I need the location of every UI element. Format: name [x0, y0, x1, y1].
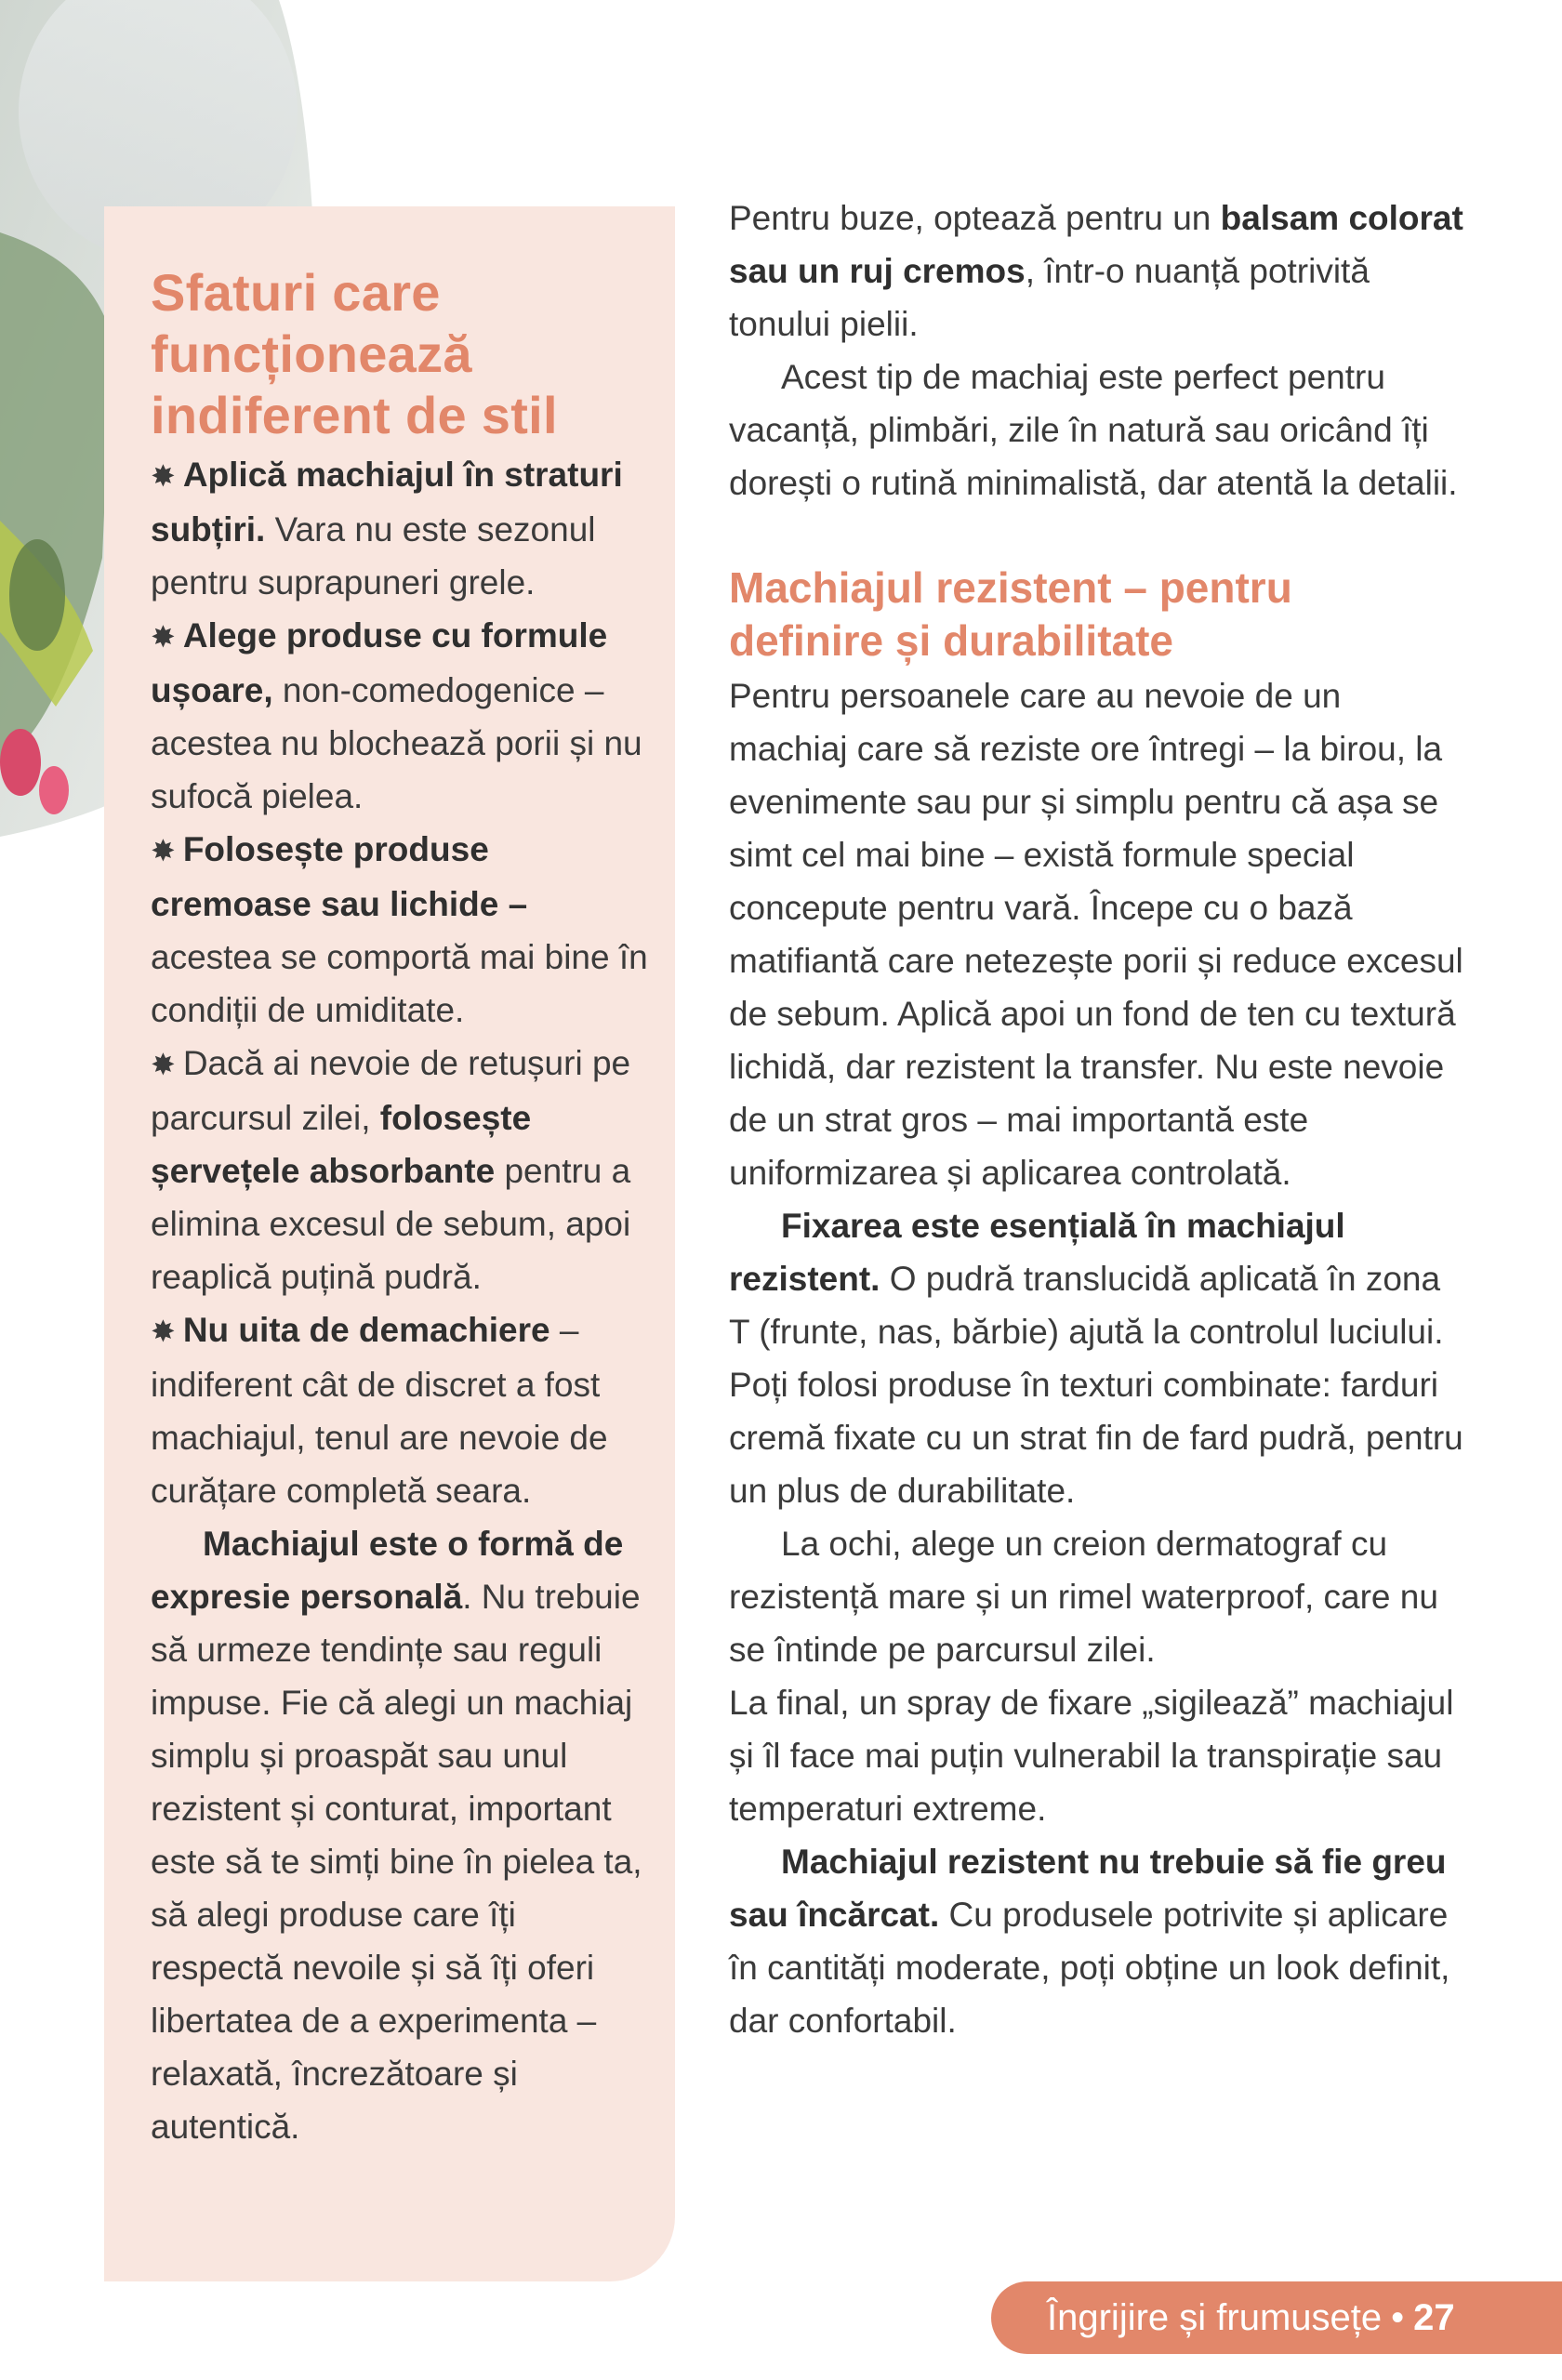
footer-section-tab — [991, 2281, 1562, 2354]
tip-item — [151, 1037, 653, 1303]
body-paragraph: La ochi, alege un creion dermatograf cu rezistență mare și un rimel waterproof, care nu se întinde pe parcursul zilei. — [729, 1525, 1438, 1669]
sidebar-title-line: Sfaturi care — [151, 263, 441, 322]
tip-bold: Nu uita de demachiere — [182, 1311, 550, 1349]
body-paragraph — [729, 1199, 1463, 1517]
closing-bold: Machiajul este o formă de expresie personală — [151, 1525, 624, 1616]
tip-item — [151, 1303, 653, 1517]
bullet-asterisk-icon: ✸ — [151, 620, 176, 654]
sidebar-title-line: indiferent de stil — [151, 386, 558, 444]
bullet-asterisk-icon: ✸ — [151, 834, 176, 867]
tip-bold: Alege produse cu formule ușoare, — [151, 616, 608, 709]
tip-item — [151, 609, 653, 823]
tip-text: Dacă ai nevoie de retușuri pe parcursul zilei, — [151, 1044, 631, 1137]
sidebar-title-line: funcționează — [151, 324, 472, 383]
footer-separator: • — [1391, 2297, 1405, 2338]
sidebar-tips — [151, 262, 653, 2153]
tip-text: pentru a elimina excesul de sebum, apoi reaplică puțină pudră. — [151, 1152, 631, 1296]
tip-item — [151, 823, 653, 1037]
paragraph-text: O pudră translucidă aplicată în zona T (frunte, nas, bărbie) ajută la controlul luciului. Poți folosi produse în texturi combinate: farduri cremă fixate cu un strat fin de fard pudră, pentru un plus de durabilitate. — [729, 1260, 1463, 1510]
tip-text: – indiferent cât de discret a fost machiajul, tenul are nevoie de curățare completă seara. — [151, 1311, 608, 1510]
intro-bold: balsam colorat sau un ruj cremos — [729, 199, 1463, 290]
tip-text: Vara nu este sezonul pentru suprapuneri grele. — [151, 510, 596, 602]
sidebar-closing-paragraph — [151, 1517, 653, 2153]
tip-bold: Aplică machiajul în straturi subțiri. — [151, 456, 623, 549]
main-article-column — [729, 192, 1463, 2047]
paragraph-bold: Fixarea este esențială în machiajul rezistent. — [729, 1207, 1345, 1298]
body-paragraph — [729, 1835, 1463, 2047]
intro-paragraph-2: Acest tip de machiaj este perfect pentru vacanță, plimbări, zile în natură sau oricând îți dorești o rutină minimalistă, dar atentă la detalii. — [729, 358, 1458, 502]
body-paragraph: Pentru persoanele care au nevoie de un machiaj care să reziste ore întregi – la birou, la evenimente sau pur și simplu pentru că așa se simt cel mai bine – există formule special concepute pentru vară. Începe cu o bază matifiantă care netezește porii și reduce excesul de sebum. Aplică apoi un fond de ten cu textură lichidă, dar rezistent la transfer. Nu este nevoie de un strat gros – mai importantă este uniformizarea și aplicarea controlată. — [729, 677, 1463, 1192]
section-heading-line: Machiajul rezistent – pentru — [729, 563, 1292, 612]
paragraph-text: Cu produsele potrivite și aplicare în cantități moderate, poți obține un look definit, dar confortabil. — [729, 1896, 1450, 2040]
tip-item — [151, 448, 653, 609]
body-paragraph: La final, un spray de fixare „sigilează” machiajul și îl face mai puțin vulnerabil la transpirație sau temperaturi extreme. — [729, 1684, 1454, 1828]
sidebar-title — [151, 262, 653, 446]
intro-paragraph — [729, 192, 1463, 350]
footer-section-name: Îngrijire și frumusețe — [1047, 2297, 1383, 2338]
section-heading-line: definire și durabilitate — [729, 616, 1173, 665]
section-heading — [729, 562, 1463, 668]
bullet-asterisk-icon: ✸ — [151, 1315, 176, 1348]
tip-text: acestea se comportă mai bine în condiții de umiditate. — [151, 938, 648, 1029]
intro-text: Pentru buze, optează pentru un — [729, 199, 1221, 237]
page-number: 27 — [1413, 2297, 1455, 2338]
tip-text: non-comedogenice – acestea nu blochează porii și nu sufocă pielea. — [151, 671, 642, 815]
bullet-asterisk-icon: ✸ — [151, 459, 176, 493]
closing-text: . Nu trebuie să urmeze tendințe sau reguli impuse. Fie că alegi un machiaj simplu și proaspăt sau unul rezistent și conturat, important este să te simți bine în pielea ta, să alegi produse care îți respectă nevoile și să îți oferi libertatea de a experimenta – relaxată, încrezătoare și autentică. — [151, 1578, 642, 2146]
tip-bold: Folosește produse cremoase sau lichide – — [151, 830, 528, 923]
paragraph-bold: Machiajul rezistent nu trebuie să fie greu sau încărcat. — [729, 1843, 1447, 1934]
tip-bold: folosește șervețele absorbante — [151, 1099, 532, 1190]
intro-text: , într-o nuanță potrivită tonului pielii. — [729, 252, 1370, 343]
bullet-asterisk-icon: ✸ — [151, 1048, 176, 1081]
